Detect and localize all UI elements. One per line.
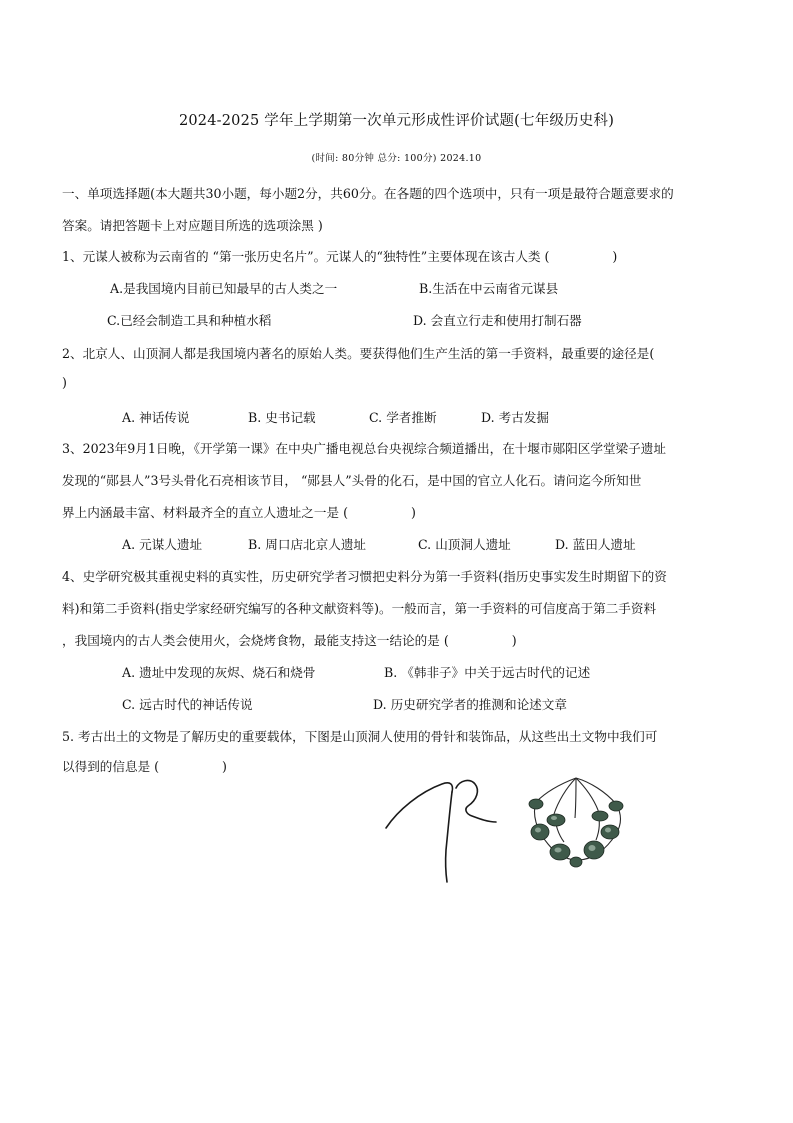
- question-3-stem-line-1: 3、2023年9月1日晚，《开学第一课》在中央广播电视总台央视综合频道播出，在十堰市郧阳区学堂梁子遗址: [62, 441, 666, 456]
- question-4-option-d: D. 历史研究学者的推测和论述文章: [373, 697, 567, 712]
- question-3-option-d: D. 蓝田人遗址: [555, 537, 636, 552]
- question-5-stem-line-2: 以得到的信息是 ( ): [62, 759, 227, 774]
- question-5-stem-line-1: 5. 考古出土的文物是了解历史的重要载体，下图是山顶洞人使用的骨针和装饰品，从这些出土文物中我们可: [62, 729, 658, 744]
- question-3-stem-line-3: 界上内涵最丰富、材料最齐全的直立人遗址之一是 ( ): [62, 505, 416, 520]
- question-1-option-c: C.已经会制造工具和种植水稻: [107, 313, 272, 328]
- question-4-stem-line-2: 料)和第二手资料(指史学家经研究编写的各种文献资料等)。一般而言，第一手资料的可信度高于第二手资料: [62, 601, 657, 616]
- question-1-option-a: A.是我国境内目前已知最早的古人类之一: [110, 281, 338, 296]
- question-3-stem-line-2: 发现的“郧县人”3号头骨化石亮相该节目， “郧县人”头骨的化石，是中国的官立人化石。请问迄今所知世: [62, 473, 642, 488]
- question-1-option-b: B.生活在中云南省元谋县: [419, 281, 559, 296]
- exam-info: (时间: 80分钟 总分: 100分) 2024.10: [311, 153, 482, 164]
- question-4-option-a: A. 遗址中发现的灰烬、烧石和烧骨: [122, 665, 316, 680]
- question-2-stem-line-1: 2、北京人、山顶洞人都是我国境内著名的原始人类。要获得他们生产生活的第一手资料，最重要的途径是(: [62, 346, 655, 361]
- question-1-option-d: D. 会直立行走和使用打制石器: [413, 313, 582, 328]
- artifact-figure: [380, 770, 660, 895]
- question-1-stem: 1、元谋人被称为云南省的 “第一张历史名片”。元谋人的“独特性”主要体现在该古人类 ( ): [62, 249, 618, 264]
- question-3-option-c: C. 山顶洞人遗址: [418, 537, 511, 552]
- section-instructions-line-2: 答案。请把答题卡上对应题目所选的选项涂黑 ): [62, 218, 323, 233]
- question-2-option-b: B. 史书记载: [248, 410, 316, 425]
- ornament-necklace-icon: [529, 778, 623, 867]
- question-2-option-c: C. 学者推断: [369, 410, 437, 425]
- page-title: 2024-2025 学年上学期第一次单元形成性评价试题(七年级历史科): [178, 113, 615, 129]
- question-4-stem-line-3: ，我国境内的古人类会使用火，会烧烤食物，最能支持这一结论的是 ( ): [62, 633, 517, 648]
- question-4-option-c: C. 远古时代的神话传说: [122, 697, 253, 712]
- question-3-option-b: B. 周口店北京人遗址: [248, 537, 367, 552]
- question-4-option-b: B. 《韩非子》中关于远古时代的记述: [384, 665, 591, 680]
- question-4-stem-line-1: 4、史学研究极其重视史料的真实性，历史研究学者习惯把史料分为第一手资料(指历史事实发生时期留下的资: [62, 569, 667, 584]
- bone-needle-icon: [386, 781, 496, 882]
- question-2-option-a: A. 神话传说: [122, 410, 190, 425]
- question-3-option-a: A. 元谋人遗址: [122, 537, 203, 552]
- section-instructions-line-1: 一、单项选择题(本大题共30小题，每小题2分，共60分。在各题的四个选项中，只有一项是最符合题意要求的: [62, 186, 674, 201]
- question-2-stem-line-2: ): [62, 375, 67, 390]
- question-2-option-d: D. 考古发掘: [481, 410, 550, 425]
